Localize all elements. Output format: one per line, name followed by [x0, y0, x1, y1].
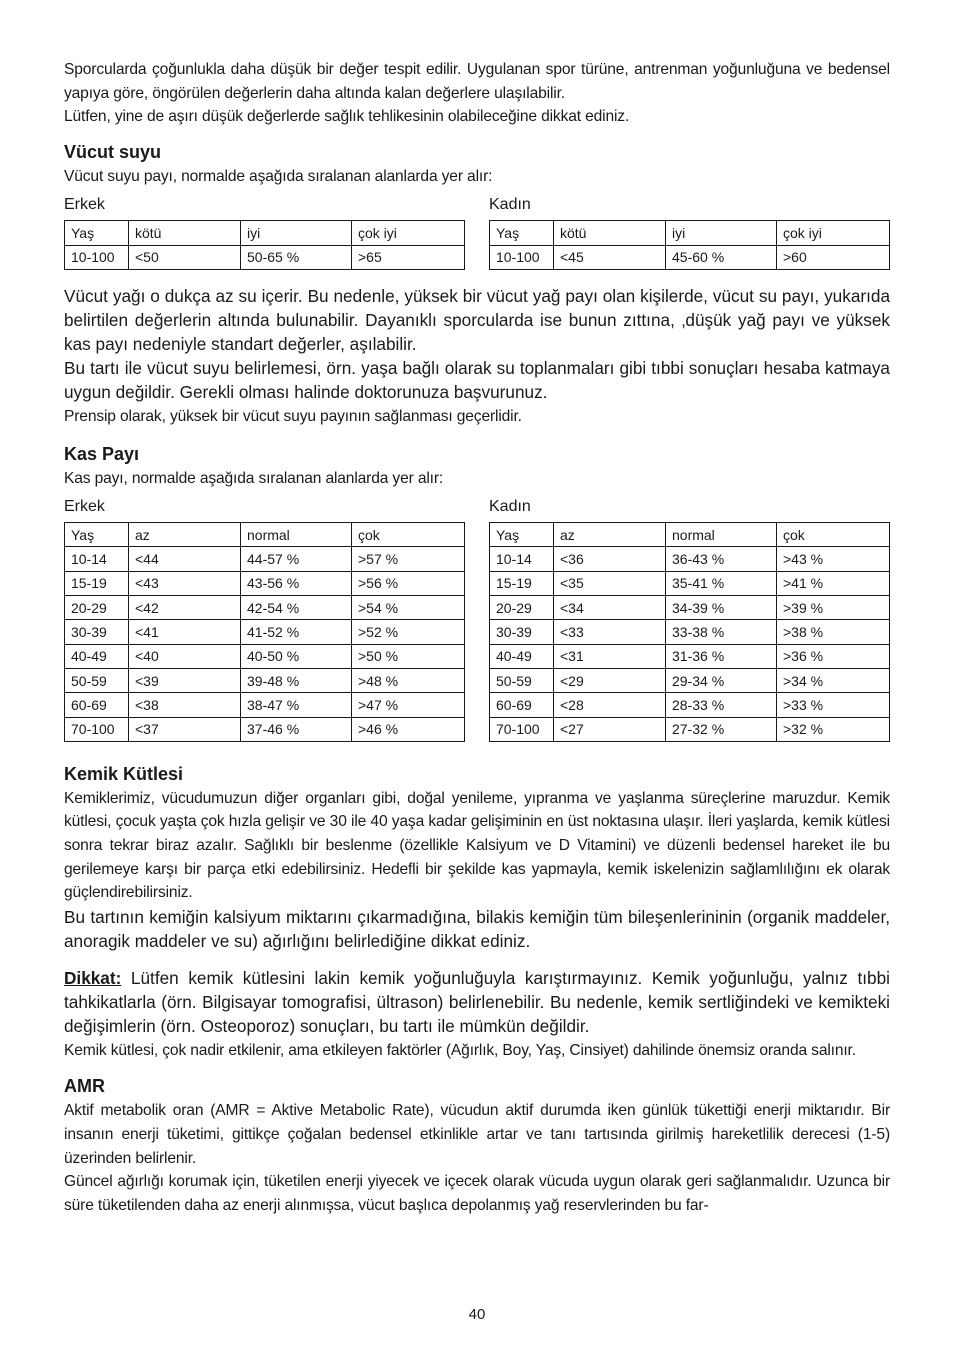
kas-payi-female-block — [489, 497, 890, 742]
table-cell: >43 % — [777, 547, 890, 571]
table-cell: 31-36 % — [666, 644, 777, 668]
kas-payi-subtitle: Kas payı, normalde aşağıda sıralanan alanlarda yer alır: — [64, 469, 444, 487]
table-header-cell: normal — [241, 523, 352, 547]
table-header-cell: az — [554, 523, 666, 547]
table-row — [490, 571, 890, 595]
table-cell: <50 — [129, 245, 241, 269]
table-cell: <41 — [129, 620, 241, 644]
table-header-cell: iyi — [666, 221, 777, 245]
table-cell: 28-33 % — [666, 693, 777, 717]
vucut-suyu-subtitle: Vücut suyu payı, normalde aşağıda sıralanan alanlarda yer alır: — [64, 167, 493, 185]
kas-payi-male-block — [64, 497, 465, 742]
kemik-dikkat-paragraph — [64, 966, 890, 1038]
table-cell: >38 % — [777, 620, 890, 644]
table-row — [65, 571, 465, 595]
table-row — [65, 620, 465, 644]
table-cell: 43-56 % — [241, 571, 352, 595]
table-cell: 37-46 % — [241, 717, 352, 741]
table-cell: <45 — [554, 245, 666, 269]
kas-payi-tables — [64, 497, 890, 742]
vucut-suyu-paragraph-3: Prensip olarak, yüksek bir vücut suyu payının sağlanması geçerlidir. — [64, 407, 522, 425]
table-cell: >54 % — [352, 596, 465, 620]
table-cell: <27 — [554, 717, 666, 741]
table-cell: <34 — [554, 596, 666, 620]
table-cell: >32 % — [777, 717, 890, 741]
table-cell: 50-65 % — [241, 245, 352, 269]
table-cell: 29-34 % — [666, 668, 777, 692]
table-cell: 36-43 % — [666, 547, 777, 571]
table-cell: <44 — [129, 547, 241, 571]
table-cell: 40-49 — [490, 644, 554, 668]
kemik-paragraph-3: Kemik kütlesi, çok nadir etkilenir, ama etkileyen faktörler (Ağırlık, Boy, Yaş, Cinsiyet) dahilinde önemsiz oranda salınır. — [64, 1041, 856, 1059]
table-cell: >47 % — [352, 693, 465, 717]
table-row — [490, 693, 890, 717]
table-cell: 45-60 % — [666, 245, 777, 269]
table-row — [65, 668, 465, 692]
table-row — [490, 644, 890, 668]
table-cell: >50 % — [352, 644, 465, 668]
table-cell: >36 % — [777, 644, 890, 668]
table-cell: <28 — [554, 693, 666, 717]
table-cell: <42 — [129, 596, 241, 620]
table-cell: 10-100 — [65, 245, 129, 269]
amr-paragraph-1: Aktif metabolik oran (AMR = Aktive Metabolic Rate), vücudun aktif durumda iken günlük tükettiği enerji miktarıdır. Bir insanın enerji tüketimi, gittikçe çoğalan bedensel etkinlikle artar ve tanı tartısında girilmiş hareketlilik derecesi (1-5) üzerinden belirlenir. — [64, 1102, 890, 1167]
table-cell: <40 — [129, 644, 241, 668]
section-title-kas-payi: Kas Payı — [64, 443, 140, 464]
table-row — [65, 245, 465, 269]
table-header-cell: Yaş — [490, 523, 554, 547]
table-cell: <37 — [129, 717, 241, 741]
table-cell: 33-38 % — [666, 620, 777, 644]
table-cell: <35 — [554, 571, 666, 595]
table-row — [490, 547, 890, 571]
table-cell: 60-69 — [490, 693, 554, 717]
table-header-cell: kötü — [554, 221, 666, 245]
table-cell: >52 % — [352, 620, 465, 644]
kas-payi-female-table — [489, 522, 890, 742]
table-cell: 38-47 % — [241, 693, 352, 717]
kemik-paragraph-2: Bu tartının kemiğin kalsiyum miktarını çıkarmadığına, bilakis kemiğin tüm bileşenlerininin (organik maddeler, anoragik maddeler ve su) ağırlığını belirlediğine dikkat ediniz. — [64, 906, 890, 951]
table-cell: 27-32 % — [666, 717, 777, 741]
table-row — [65, 717, 465, 741]
table-header-row — [65, 523, 465, 547]
table-cell: 50-59 — [490, 668, 554, 692]
intro-warning: Lütfen, yine de aşırı düşük değerlerde sağlık tehlikesinin olabileceğine dikkat ediniz. — [64, 108, 630, 126]
table-header-cell: çok iyi — [352, 221, 465, 245]
kas-payi-male-label: Erkek — [64, 498, 105, 516]
vucut-suyu-paragraph-2: Bu tartı ile vücut suyu belirlemesi, örn. yaşa bağlı olarak su toplanmaları gibi tıbbi sonuçları hesaba katmaya uygun değildir. Gerekli olması halinde doktorunuza başvurunuz. — [64, 357, 890, 402]
intro-paragraph: Sporcularda çoğunlukla daha düşük bir değer tespit edilir. Uygulanan spor türüne, antrenman yoğunluğuna ve bedensel yapıya göre, öngörülen değerlerin daha altında kalan değerlere ulaşılabilir. — [64, 61, 890, 102]
table-header-cell: Yaş — [490, 221, 554, 245]
table-cell: >65 — [352, 245, 465, 269]
table-row — [490, 245, 890, 269]
table-cell: 60-69 — [65, 693, 129, 717]
table-cell: >41 % — [777, 571, 890, 595]
table-cell: 15-19 — [65, 571, 129, 595]
table-header-cell: çok — [352, 523, 465, 547]
table-cell: 44-57 % — [241, 547, 352, 571]
table-cell: >48 % — [352, 668, 465, 692]
table-cell: >56 % — [352, 571, 465, 595]
table-header-cell: kötü — [129, 221, 241, 245]
table-cell: 35-41 % — [666, 571, 777, 595]
vucut-suyu-male-label: Erkek — [64, 196, 105, 214]
table-header-cell: iyi — [241, 221, 352, 245]
section-title-vucut-suyu: Vücut suyu — [64, 141, 162, 162]
table-cell: <38 — [129, 693, 241, 717]
vucut-suyu-female-block — [489, 195, 890, 270]
table-header-row — [490, 523, 890, 547]
table-cell: 42-54 % — [241, 596, 352, 620]
table-header-cell: Yaş — [65, 523, 129, 547]
table-cell: 10-14 — [65, 547, 129, 571]
table-cell: >57 % — [352, 547, 465, 571]
section-title-kemik-kutlesi: Kemik Kütlesi — [64, 763, 184, 784]
section-title-amr: AMR — [64, 1076, 105, 1097]
amr-paragraph-2: Güncel ağırlığı korumak için, tüketilen enerji yiyecek ve içecek olarak vücuda uygun olarak geri sağlanmalıdır. Uzunca bir süre tüketilenden daha az enerji alınmışsa, vücut başlıca depolanmış yağ reservlerinden bu far- — [64, 1173, 890, 1214]
table-header-cell: Yaş — [65, 221, 129, 245]
table-cell: 20-29 — [490, 596, 554, 620]
table-cell: 10-100 — [490, 245, 554, 269]
table-cell: 34-39 % — [666, 596, 777, 620]
table-cell: 10-14 — [490, 547, 554, 571]
kas-payi-female-label: Kadın — [489, 498, 531, 516]
table-cell: 40-49 — [65, 644, 129, 668]
vucut-suyu-female-table — [489, 220, 890, 270]
table-row — [490, 620, 890, 644]
table-header-cell: çok — [777, 523, 890, 547]
table-cell: <29 — [554, 668, 666, 692]
table-cell: >60 — [777, 245, 890, 269]
table-cell: <31 — [554, 644, 666, 668]
table-cell: 39-48 % — [241, 668, 352, 692]
table-cell: <36 — [554, 547, 666, 571]
vucut-suyu-male-table — [64, 220, 465, 270]
vucut-suyu-paragraph-1: Vücut yağı o dukça az su içerir. Bu nedenle, yüksek bir vücut yağ payı olan kişilerde, vücut su payı, yukarıda belirtilen değerlerin altında bulunabilir. Dayanıklı sporcularda ise bunun zıttına, ‚düşük yağ payı ve yüksek kas payı nedeniyle standart değerler, aşılabilir. — [64, 285, 890, 354]
vucut-suyu-female-label: Kadın — [489, 196, 531, 214]
table-cell: >46 % — [352, 717, 465, 741]
table-header-row — [65, 221, 465, 245]
table-cell: <43 — [129, 571, 241, 595]
table-header-cell: normal — [666, 523, 777, 547]
table-cell: 50-59 — [65, 668, 129, 692]
table-cell: 20-29 — [65, 596, 129, 620]
table-header-row — [490, 221, 890, 245]
table-cell: 70-100 — [490, 717, 554, 741]
table-row — [65, 547, 465, 571]
table-cell: >33 % — [777, 693, 890, 717]
kas-payi-male-table — [64, 522, 465, 742]
table-cell: 30-39 — [65, 620, 129, 644]
document-page — [64, 58, 890, 1217]
table-row — [65, 644, 465, 668]
table-cell: 15-19 — [490, 571, 554, 595]
table-row — [490, 717, 890, 741]
table-cell: 41-52 % — [241, 620, 352, 644]
dikkat-label: Dikkat: — [64, 967, 122, 988]
table-cell: <33 — [554, 620, 666, 644]
table-row — [65, 596, 465, 620]
table-cell: 40-50 % — [241, 644, 352, 668]
table-row — [65, 693, 465, 717]
table-cell: 30-39 — [490, 620, 554, 644]
vucut-suyu-male-block — [64, 195, 465, 270]
table-cell: >39 % — [777, 596, 890, 620]
dikkat-text: Lütfen kemik kütlesini lakin kemik yoğunluğuyla karıştırmayınız. Kemik yoğunluğu, yalnız tıbbi tahkikatlarla (örn. Bilgisayar tomografisi, ültrason) belirlenebilir. Bu nedenle, kemik sertliğindeki ve kemikteki değişimlerin (örn. Osteoporoz) sonuçları, bu tartı ile mümkün değildir. — [64, 967, 890, 1036]
table-row — [490, 596, 890, 620]
table-cell: 70-100 — [65, 717, 129, 741]
vucut-suyu-tables — [64, 195, 890, 270]
kemik-paragraph-1: Kemiklerimiz, vücudumuzun diğer organları gibi, doğal yenileme, yıpranma ve yaşlanma süreçlerine maruzdur. Kemik kütlesi, çocuk yaşta çok hızla gelişir ve 30 ile 40 yaşa kadar gelişiminin en üst noktasına ulaşır. İleri yaşlarda, kemik kütlesi sonra tekrar biraz azalır. Sağlıklı bir beslenme (özellikle Kalsiyum ve D Vitamini) ve düzenli bedensel hareket ile bu gerilemeye karşı bir parça etki edebilirsiniz. Hedefli bir şekilde kas yapmayla, kemik iskelenizin sağlamlılığını ek olarak güçlendirebilirsiniz. — [64, 789, 890, 902]
table-cell: <39 — [129, 668, 241, 692]
table-header-cell: çok iyi — [777, 221, 890, 245]
table-row — [490, 668, 890, 692]
table-cell: >34 % — [777, 668, 890, 692]
page-number: 40 — [468, 1306, 486, 1323]
table-header-cell: az — [129, 523, 241, 547]
